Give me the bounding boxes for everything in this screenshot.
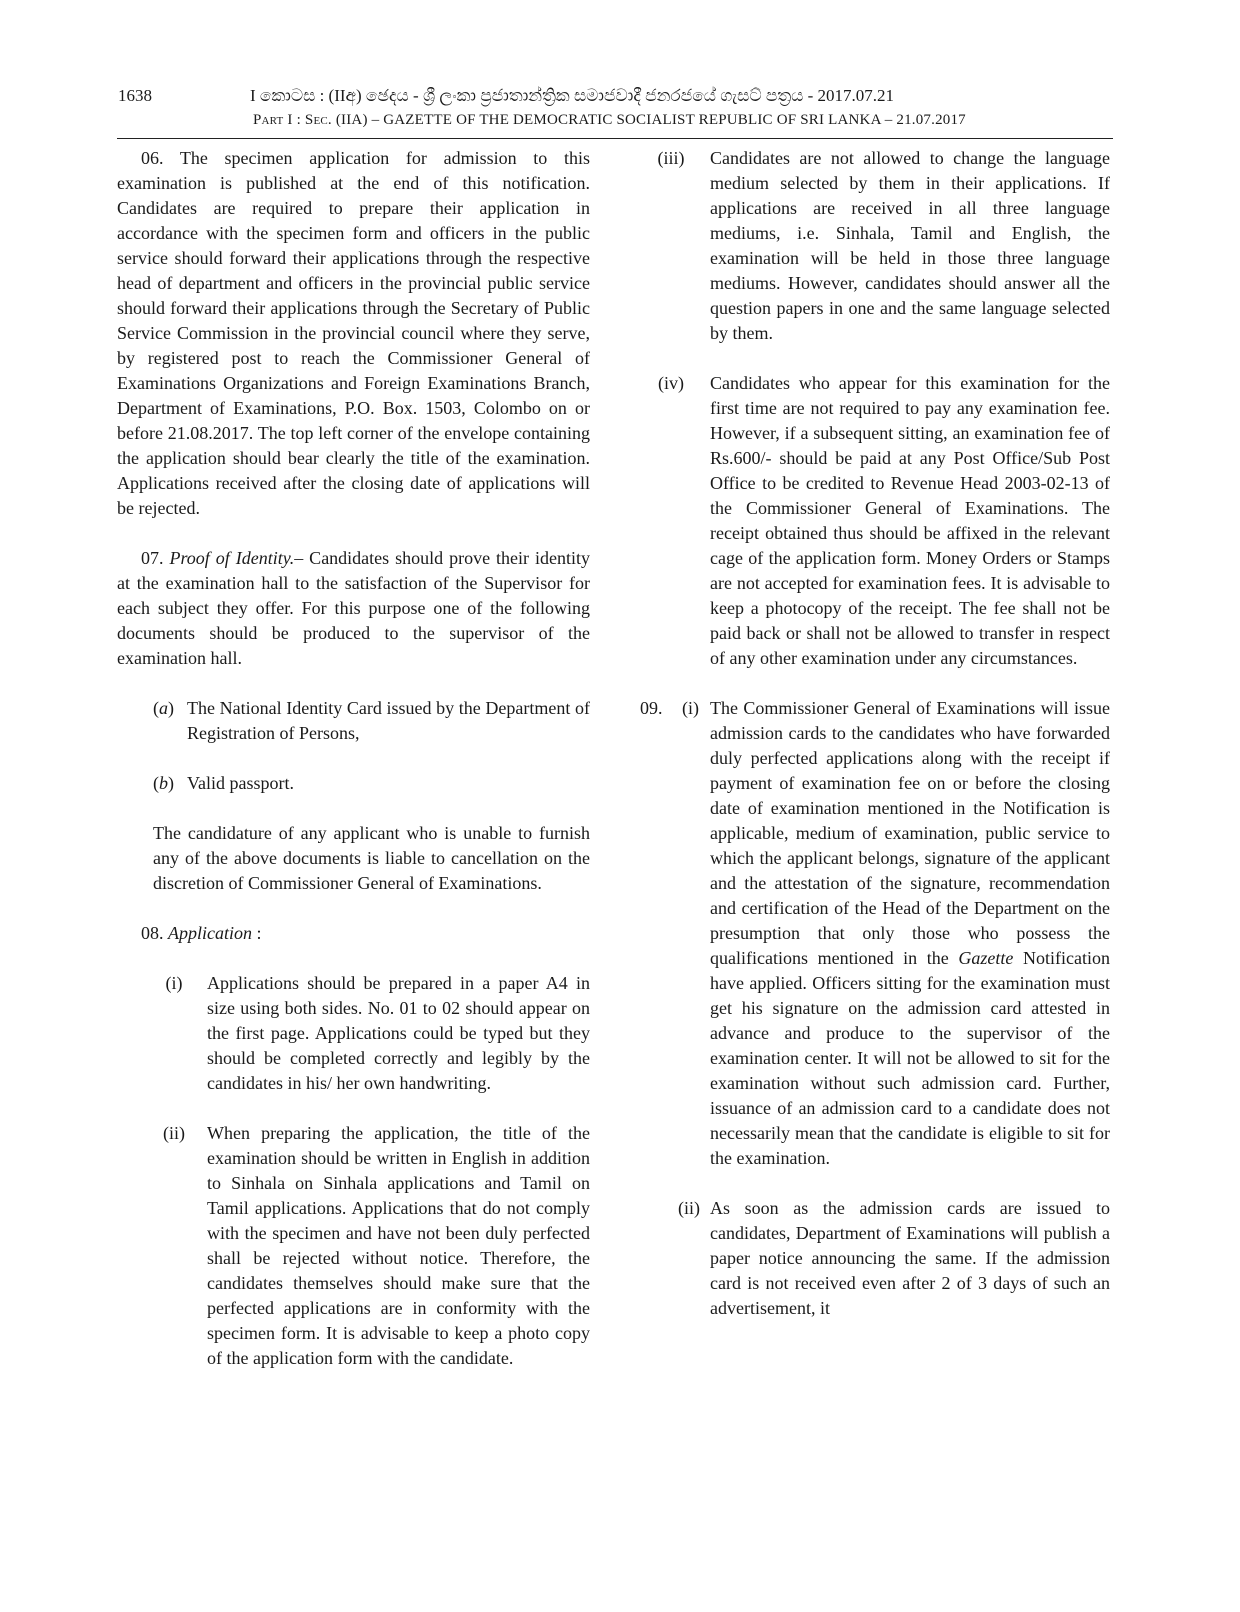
header-sep: : xyxy=(292,112,305,128)
header-part: Part I xyxy=(253,112,293,128)
item-iii-label: (iii) xyxy=(657,148,685,168)
item-b-text: Valid passport. xyxy=(187,773,294,793)
left-column xyxy=(117,146,590,1396)
paragraph-09-ii xyxy=(648,1196,1110,1321)
p09-ii-label: (ii) xyxy=(678,1198,700,1218)
p08-number: 08. xyxy=(141,923,168,943)
item-iv-text: Candidates who appear for this examination for the first time are not required to pay any examination fee. However, if a subsequent sitting, an examination fee of Rs.600/- should be paid at any Post Office/Sub Post Office to be credited to Revenue Head 2003-02-13 of the Commissioner General of Examinations. The receipt obtained thus should be affixed in the relevant cage of the application form. Money Orders or Stamps are not accepted for examination fees. It is advisable to keep a photocopy of the receipt. The fee shall not be paid back or shall not be allowed to transfer in respect of any other examination under any circumstances. xyxy=(710,373,1110,668)
list-item-b xyxy=(117,771,590,796)
item-i-label: (i) xyxy=(165,973,183,993)
item-i-text: Applications should be prepared in a paper A4 in size using both sides. No. 01 to 02 should appear on the first page. Applications could be typed but they should be completed correctly and legibly by the candidates in his/ her own handwriting. xyxy=(207,973,590,1093)
list-item-iii xyxy=(648,146,1110,346)
p08-title: Application xyxy=(168,923,252,943)
header-rule xyxy=(117,138,1113,139)
sinhala-header: I කොටස : (IIඅ) ඡෙදය - ශ්‍රී ලංකා ප්‍රජාතාන්ත්‍රික සමාජවාදී ජනරජයේ ගැසට් පත්‍රය - 2017.07.21 xyxy=(250,86,895,105)
p07-number: 07. xyxy=(141,548,170,568)
paragraph-06: 06. The specimen application for admission to this examination is published at the end of this notification. Candidates are required to prepare their application in accordance with the specimen form and officers in the public service should forward their applications through the respective head of department and officers in the provincial public service should forward their applications through the Secretary of Public Service Commission in the provincial council where they serve, by registered post to reach the Commissioner General of Examinations Organizations and Foreign Examinations Branch, Department of Examinations, P.O. Box. 1503, Colombo on or before 21.08.2017. The top left corner of the envelope containing the application should bear clearly the title of the examination. Applications received after the closing date of applications will be rejected. xyxy=(117,148,590,518)
list-item-i xyxy=(117,971,590,1096)
p09-i-gazette: Gazette xyxy=(958,948,1014,968)
paragraph-07 xyxy=(117,546,590,671)
candidature-note: The candidature of any applicant who is unable to furnish any of the above documents is liable to cancellation on the discretion of Commissioner General of Examinations. xyxy=(153,823,590,893)
header-rest: (IIA) – GAZETTE OF THE DEMOCRATIC SOCIALIST REPUBLIC OF SRI LANKA – 21.07.2017 xyxy=(331,112,966,128)
item-iv-label: (iv) xyxy=(658,373,684,393)
list-item-a xyxy=(117,696,590,746)
list-item-ii xyxy=(117,1121,590,1371)
item-a-label: (a) xyxy=(153,698,174,718)
p09-i-text xyxy=(710,698,1110,1168)
p09-i-text-a: The Commissioner General of Examinations will issue admission cards to the candidates who have forwarded duly perfected applications along with the receipt if payment of examination fee on or before the closing date of examination mentioned in the Notification is applicable, medium of examination, public service to which the applicant belongs, signature of the applicant and the attestation of the signature, recommendation and certification of the Head of the Department on the presumption that only those who possess the qualifications mentioned in the xyxy=(710,698,1110,968)
p07-body: – Candidates should prove their identity at the examination hall to the satisfaction of the Supervisor for each subject they offer. For this purpose one of the following documents should be produced to the supervisor of the examination hall. xyxy=(117,548,590,668)
p09-number: 09. xyxy=(640,698,663,718)
p09-ii-text: As soon as the admission cards are issued to candidates, Department of Examinations will publish a paper notice announcing the same. If the admission card is not received even after 2 of 3 days of such an advertisement, it xyxy=(710,1198,1110,1318)
p08-colon: : xyxy=(252,923,262,943)
english-header xyxy=(253,112,1043,129)
right-column xyxy=(640,146,1110,1321)
page-number: 1638 xyxy=(118,86,152,105)
item-iii-text: Candidates are not allowed to change the language medium selected by them in their applications. If applications are received in all three language mediums, i.e. Sinhala, Tamil and English, the examination will be held in those three language mediums. However, candidates should answer all the question papers in one and the same language selected by them. xyxy=(710,148,1110,343)
paragraph-09-i xyxy=(640,696,1110,1171)
item-a-text: The National Identity Card issued by the Department of Registration of Persons, xyxy=(187,698,590,743)
p09-i-label: (i) xyxy=(682,698,699,718)
p07-title: Proof of Identity. xyxy=(169,548,295,568)
item-ii-label: (ii) xyxy=(163,1123,185,1143)
item-b-label: (b) xyxy=(153,773,174,793)
paragraph-08 xyxy=(117,921,590,946)
item-ii-text: When preparing the application, the title of the examination should be written in English in addition to Sinhala on Sinhala applications and Tamil on Tamil applications. Applications that do not comply with the specimen and have not been duly perfected shall be rejected without notice. Therefore, the candidates themselves should make sure that the perfected applications are in conformity with the specimen form. It is advisable to keep a photo copy of the application form with the candidate. xyxy=(207,1123,590,1368)
header-sec: Sec. xyxy=(304,112,332,128)
list-item-iv xyxy=(648,371,1110,671)
p09-i-text-b: Notification have applied. Officers sitting for the examination must get his signature on the admission card attested in advance and produce to the supervisor of the examination center. It will not be allowed to sit for the examination without such admission card. Further, issuance of an admission card to a candidate does not necessarily mean that the candidate is eligible to sit for the examination. xyxy=(710,948,1110,1168)
